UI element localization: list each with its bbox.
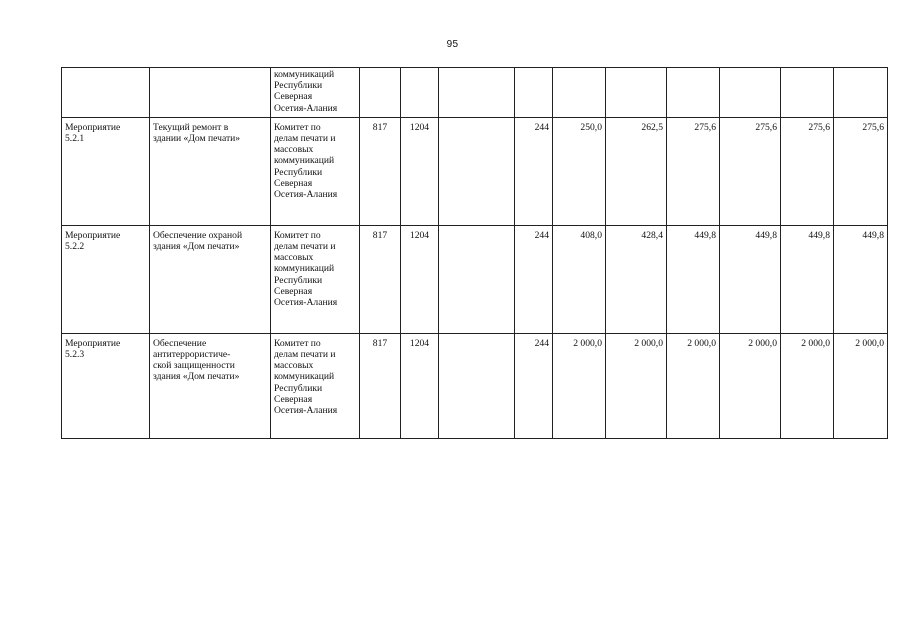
- cell-name: [150, 68, 271, 118]
- budget-table: [61, 67, 888, 439]
- cell-grbs: 817: [360, 117, 401, 225]
- cell-value: [834, 68, 888, 118]
- cell-value: 449,8: [834, 225, 888, 333]
- cell-vr: 244: [515, 117, 553, 225]
- page-number: 95: [446, 39, 459, 50]
- cell-value: 2 000,0: [781, 333, 834, 438]
- cell-value: 262,5: [606, 117, 667, 225]
- cell-event: Мероприятие 5.2.1: [62, 117, 150, 225]
- cell-vr: [515, 68, 553, 118]
- table-row: [62, 333, 888, 438]
- cell-executor: Комитет по делам печати и массовых коммуникаций Республики Северная Осетия-Алания: [271, 117, 360, 225]
- cell-name: Текущий ремонт в здании «Дом печати»: [150, 117, 271, 225]
- cell-rzpr: 1204: [401, 117, 439, 225]
- table-row-continuation: [62, 68, 888, 118]
- cell-value: 2 000,0: [553, 333, 606, 438]
- cell-value: 275,6: [667, 117, 720, 225]
- cell-value: [720, 68, 781, 118]
- cell-value: [606, 68, 667, 118]
- table-row: [62, 117, 888, 225]
- cell-value: 408,0: [553, 225, 606, 333]
- cell-name: Обеспечение антитеррористиче- ской защищенности здания «Дом печати»: [150, 333, 271, 438]
- cell-csr: [439, 333, 515, 438]
- cell-value: [781, 68, 834, 118]
- cell-value: 2 000,0: [834, 333, 888, 438]
- cell-value: 449,8: [720, 225, 781, 333]
- cell-value: 428,4: [606, 225, 667, 333]
- cell-rzpr: 1204: [401, 333, 439, 438]
- cell-value: 2 000,0: [606, 333, 667, 438]
- cell-value: 449,8: [667, 225, 720, 333]
- cell-value: [667, 68, 720, 118]
- cell-vr: 244: [515, 225, 553, 333]
- cell-value: 250,0: [553, 117, 606, 225]
- cell-vr: 244: [515, 333, 553, 438]
- cell-value: 2 000,0: [720, 333, 781, 438]
- cell-executor: Комитет по делам печати и массовых коммуникаций Республики Северная Осетия-Алания: [271, 225, 360, 333]
- cell-name: Обеспечение охраной здания «Дом печати»: [150, 225, 271, 333]
- cell-value: [553, 68, 606, 118]
- cell-rzpr: [401, 68, 439, 118]
- cell-csr: [439, 225, 515, 333]
- cell-event: Мероприятие 5.2.2: [62, 225, 150, 333]
- cell-event: [62, 68, 150, 118]
- cell-value: 275,6: [834, 117, 888, 225]
- cell-grbs: 817: [360, 333, 401, 438]
- cell-executor: коммуникаций Республики Северная Осетия-Алания: [271, 68, 360, 118]
- cell-grbs: 817: [360, 225, 401, 333]
- cell-rzpr: 1204: [401, 225, 439, 333]
- cell-value: 2 000,0: [667, 333, 720, 438]
- cell-event: Мероприятие 5.2.3: [62, 333, 150, 438]
- cell-grbs: [360, 68, 401, 118]
- cell-value: 275,6: [720, 117, 781, 225]
- cell-csr: [439, 68, 515, 118]
- table-row: [62, 225, 888, 333]
- cell-csr: [439, 117, 515, 225]
- cell-value: 449,8: [781, 225, 834, 333]
- cell-executor: Комитет по делам печати и массовых коммуникаций Республики Северная Осетия-Алания: [271, 333, 360, 438]
- cell-value: 275,6: [781, 117, 834, 225]
